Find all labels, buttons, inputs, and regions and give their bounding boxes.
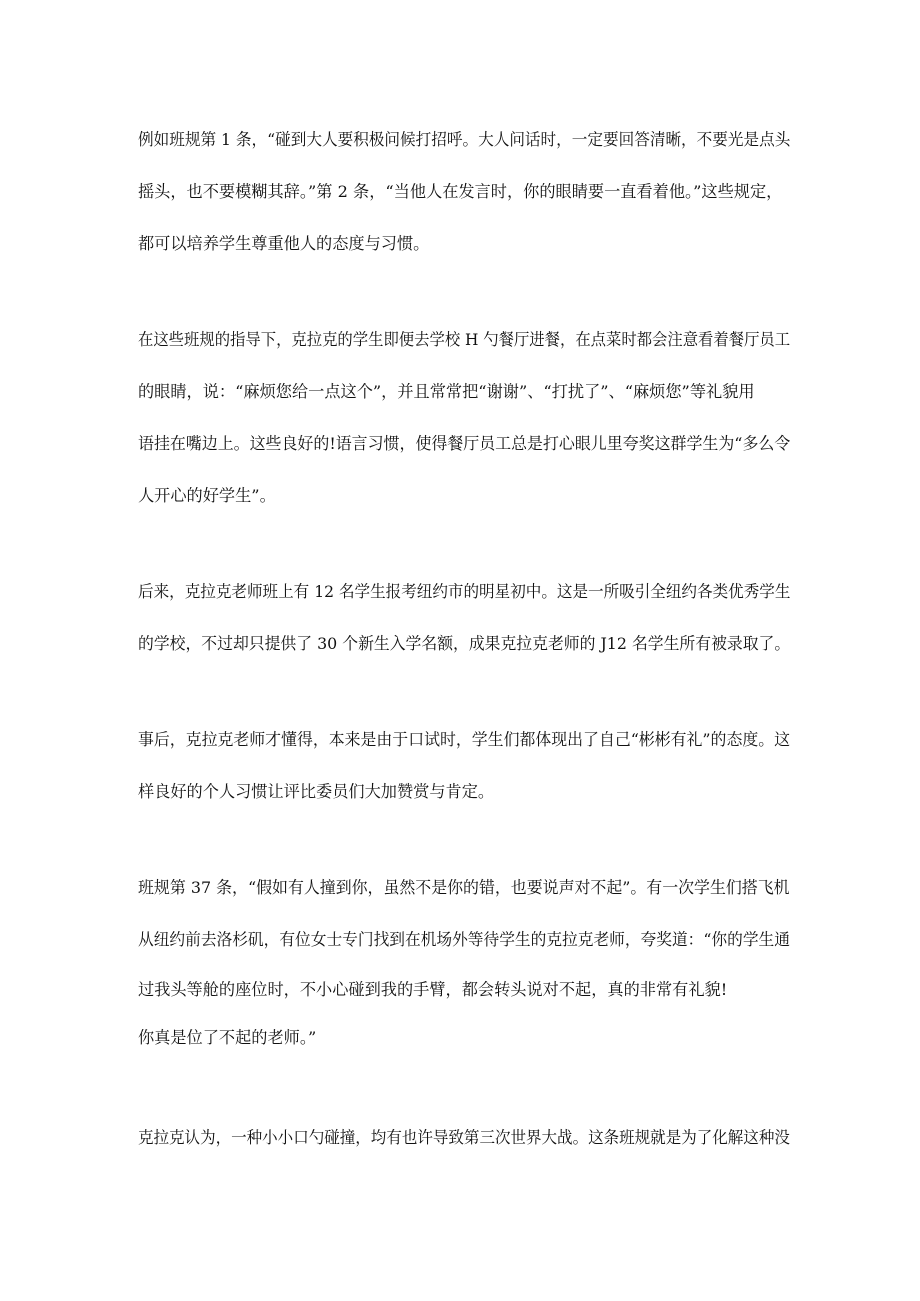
text-line: 后来，克拉克老师班上有 12 名学生报考纽约市的明星初中。这是一所吸引全纽约各类优秀学生 <box>138 582 791 601</box>
text-line: 的学校，不过却只提供了 30 个新生入学名额，成果克拉克老师的 J12 名学生所有被录取了。 <box>138 634 791 653</box>
text-line: 过我头等舱的座位时，不小心碰到我的手臂，都会转头说对不起，真的非常有礼貌! <box>138 980 728 999</box>
text-line: 都可以培养学生尊重他人的态度与习惯。 <box>138 234 430 253</box>
text-line: 语挂在嘴边上。这些良好的!语言习惯，使得餐厅员工总是打心眼儿里夸奖这群学生为“多么令 <box>138 434 791 453</box>
text-line: 的眼睛，说：“麻烦您给一点这个”，并且常常把“谢谢”、“打扰了”、“麻烦您”等礼貌用 <box>138 382 755 401</box>
text-line: 在这些班规的指导下，克拉克的学生即便去学校 H 勺餐厅进餐，在点菜时都会注意看着餐厅员工 <box>138 330 791 349</box>
text-line: 人开心的好学生”。 <box>138 486 276 505</box>
text-line: 克拉克认为，一种小小口勺碰撞，均有也许导致第三次世界大战。这条班规就是为了化解这种没 <box>138 1128 790 1147</box>
text-line: 你真是位了不起的老师。” <box>138 1028 317 1047</box>
text-line: 摇头，也不要模糊其辞。”第 2 条，“当他人在发言时，你的眼睛要一直看着他。”这些规定， <box>138 182 783 201</box>
text-line: 班规第 37 条，“假如有人撞到你，虽然不是你的错，也要说声对不起”。有一次学生们搭飞机 <box>138 878 790 897</box>
text-line: 例如班规第 1 条，“碰到大人要积极问候打招呼。大人问话时，一定要回答清晰，不要光是点头 <box>138 130 791 149</box>
text-line: 样良好的个人习惯让评比委员们大加赞赏与肯定。 <box>138 782 495 801</box>
text-line: 事后，克拉克老师才懂得，本来是由于口试时，学生们都体现出了自己“彬彬有礼”的态度。这 <box>138 730 791 749</box>
text-line: 从纽约前去洛杉矶，有位女士专门找到在机场外等待学生的克拉克老师，夸奖道：“你的学生通 <box>138 930 790 949</box>
